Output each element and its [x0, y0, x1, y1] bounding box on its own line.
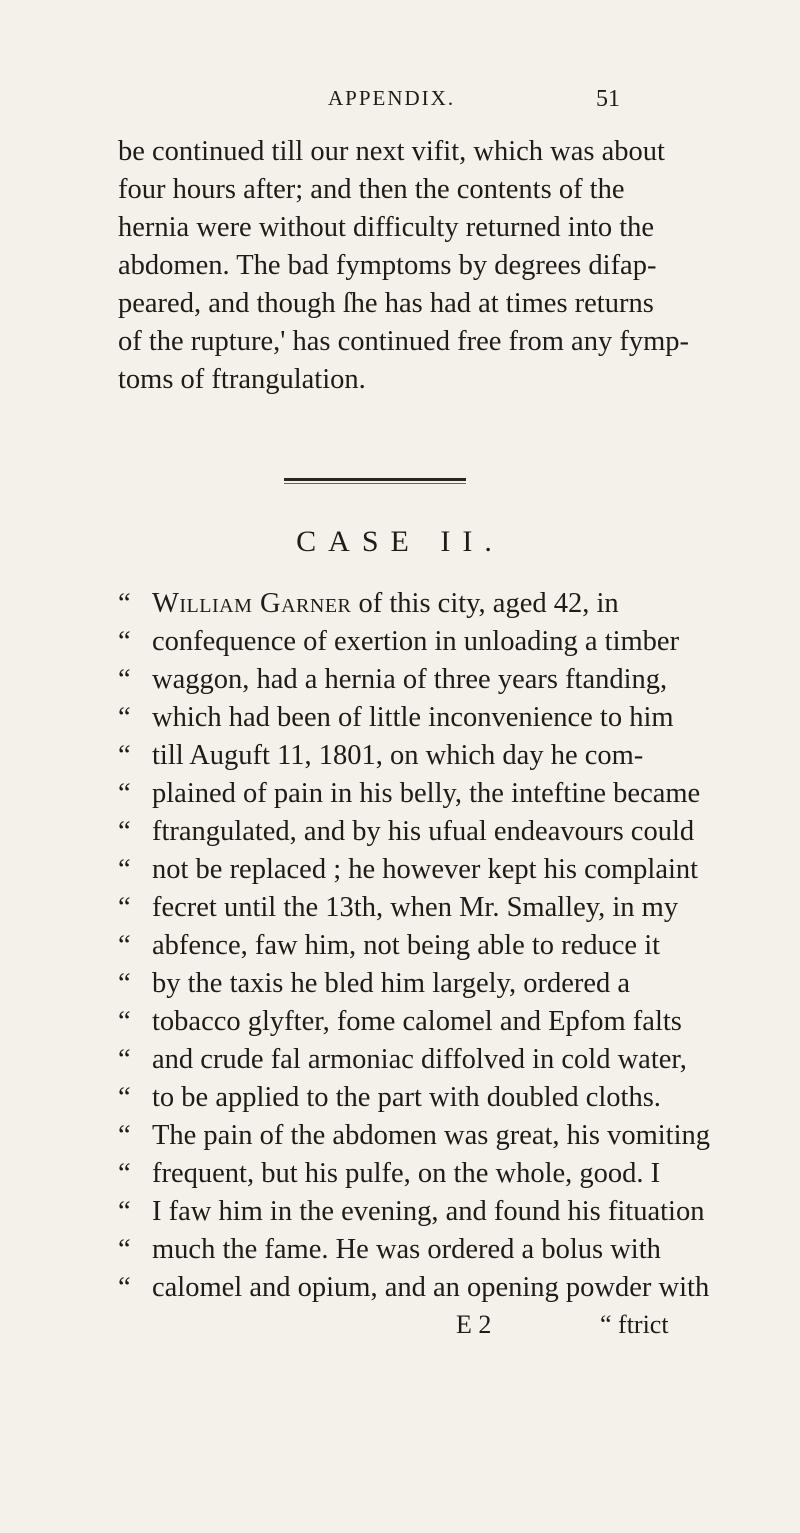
quote-mark: “	[118, 1196, 131, 1227]
section-divider-hairline	[284, 483, 466, 484]
case-line	[118, 1042, 687, 1078]
line-text: waggon, had a hernia of three years ftanding,	[152, 664, 668, 695]
case-line	[118, 852, 699, 888]
quote-mark: “	[118, 816, 131, 847]
case-line	[118, 700, 674, 736]
quote-mark: “	[118, 1234, 131, 1265]
line-text: I faw him in the evening, and found his fituation	[152, 1196, 705, 1227]
quote-mark: “	[118, 968, 131, 999]
line-text: calomel and opium, and an opening powder with	[152, 1272, 710, 1303]
line-text: not be replaced ; he however kept his complaint	[152, 854, 699, 885]
line-text: abfence, faw him, not being able to reduce it	[152, 930, 661, 961]
line-text: tobacco glyfter, fome calomel and Epfom falts	[152, 1006, 682, 1037]
case-line	[118, 662, 668, 698]
quote-mark: “	[118, 1120, 131, 1151]
case-line	[118, 1004, 682, 1040]
case-line	[118, 586, 658, 622]
quote-mark: “	[118, 626, 131, 657]
line-text: to be applied to the part with doubled cloths.	[152, 1082, 661, 1113]
case-line	[118, 624, 680, 660]
paragraph-line: peared, and though ſhe has had at times returns	[118, 288, 654, 319]
paragraph-line: be continued till our next vifit, which was about	[118, 136, 665, 167]
catchword: “ ftrict	[600, 1310, 669, 1339]
quote-mark: “	[118, 588, 131, 619]
patient-name: William Garner	[152, 588, 352, 619]
case-line	[118, 1080, 661, 1116]
quote-mark: “	[118, 930, 131, 961]
paragraph-line: abdomen. The bad fymptoms by degrees difap-	[118, 250, 657, 281]
paragraph-line: four hours after; and then the contents of the	[118, 174, 625, 205]
case-line	[118, 890, 679, 926]
quote-mark: “	[118, 664, 131, 695]
line-text: much the fame. He was ordered a bolus with	[152, 1234, 661, 1265]
line-text: The pain of the abdomen was great, his vomiting	[152, 1120, 710, 1151]
section-divider	[284, 478, 466, 481]
case-line	[118, 814, 695, 850]
quote-mark: “	[118, 1082, 131, 1113]
line-text: by the taxis he bled him largely, ordered a	[152, 968, 631, 999]
paragraph-line: toms of ftrangulation.	[118, 364, 366, 395]
quote-mark: “	[118, 854, 131, 885]
line-text: which had been of little inconvenience to him	[152, 702, 674, 733]
quote-mark: “	[118, 1158, 131, 1189]
quote-mark: “	[118, 1044, 131, 1075]
line-text: confequence of exertion in unloading a timber	[152, 626, 680, 657]
quote-mark: “	[118, 740, 131, 771]
case-line	[118, 1270, 710, 1306]
quote-mark: “	[118, 702, 131, 733]
paragraph-line: hernia were without difficulty returned into the	[118, 212, 655, 243]
line-text: and crude fal armoniac diffolved in cold water,	[152, 1044, 687, 1075]
line-text: of this city, aged 42, in	[351, 588, 619, 619]
line-text: frequent, but his pulfe, on the whole, good. I	[152, 1158, 661, 1189]
line-text: till Auguft 11, 1801, on which day he com-	[152, 740, 644, 771]
page-number: 51	[596, 86, 620, 112]
quote-mark: “	[118, 778, 131, 809]
line-text: ftrangulated, and by his ufual endeavours could	[152, 816, 695, 847]
running-title: APPENDIX.	[328, 86, 456, 110]
case-line	[118, 1232, 661, 1268]
line-text: fecret until the 13th, when Mr. Smalley, in my	[152, 892, 679, 923]
case-heading: CASE II.	[296, 525, 504, 558]
case-line	[118, 1118, 710, 1154]
case-line	[118, 738, 658, 774]
line-text: plained of pain in his belly, the inteftine became	[152, 778, 701, 809]
quote-mark: “	[118, 1272, 131, 1303]
case-line	[118, 928, 661, 964]
quote-mark: “	[118, 892, 131, 923]
case-line	[118, 966, 658, 1002]
signature-mark: E 2	[456, 1310, 492, 1339]
case-line	[118, 1194, 705, 1230]
quote-mark: “	[118, 1006, 131, 1037]
case-line	[118, 1156, 661, 1192]
case-line	[118, 776, 701, 812]
paragraph-line: of the rupture,' has continued free from any fymp-	[118, 326, 689, 357]
